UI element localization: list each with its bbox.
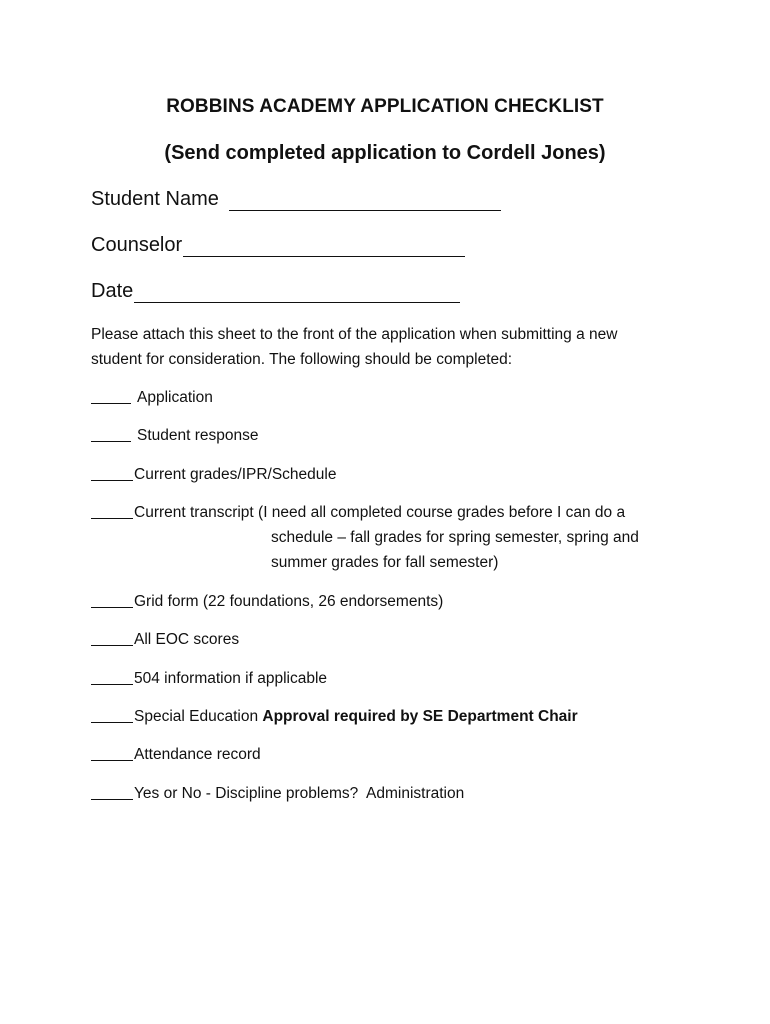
checkbox-blank[interactable] [91,704,133,723]
checklist-item-label: Current grades/IPR/Schedule [134,466,337,483]
intro-text [91,322,691,372]
checklist-item-eoc-scores [91,627,239,652]
transcript-continuation: schedule – fall grades for spring semester, spring and [271,529,639,546]
checklist-item-label: Student response [137,427,259,444]
student-name-label: Student Name [91,188,219,210]
checkbox-blank[interactable] [91,627,133,646]
checklist-item-student-response [91,423,259,448]
checkbox-blank[interactable] [91,742,133,761]
special-ed-text: Special Education [134,708,263,725]
checklist-item-discipline [91,781,464,806]
checklist-item-label: Application [137,389,213,406]
date-field [91,279,460,303]
checkbox-blank[interactable] [91,666,133,685]
checklist-item-504-info [91,666,327,691]
date-label: Date [91,280,134,302]
checklist-item-label: All EOC scores [134,631,240,648]
student-name-field [91,187,501,211]
checklist-item-application [91,385,213,410]
checklist-item-label: Current transcript (I need all completed course grades before I can do a [134,504,626,521]
checkbox-blank[interactable] [91,781,133,800]
date-blank[interactable] [134,284,460,303]
checklist-item-transcript [91,500,625,525]
counselor-blank[interactable] [183,238,465,257]
intro-line: student for consideration. The following should be completed: [91,351,513,368]
checklist-item-label: Attendance record [134,746,261,763]
checklist-item-label: 504 information if applicable [134,670,328,687]
checkbox-blank[interactable] [91,423,131,442]
checkbox-blank[interactable] [91,462,133,481]
checklist-item-grid-form [91,589,443,614]
checkbox-blank[interactable] [91,385,131,404]
checklist-item-special-education [91,704,578,729]
checklist-item-label: Yes or No - Discipline problems? Administration [134,785,465,802]
student-name-blank[interactable] [229,192,501,211]
counselor-field [91,233,465,257]
checklist-item-label [134,704,578,729]
intro-line: Please attach this sheet to the front of the application when submitting a new [91,326,618,343]
checklist-item-attendance [91,742,261,767]
checkbox-blank[interactable] [91,589,133,608]
checkbox-blank[interactable] [91,500,133,519]
page-subtitle: (Send completed application to Cordell Jones) [164,142,606,164]
page-title: ROBBINS ACADEMY APPLICATION CHECKLIST [166,96,604,117]
counselor-label: Counselor [91,234,183,256]
checklist-item-label: Grid form (22 foundations, 26 endorsements) [134,593,444,610]
transcript-continuation: summer grades for fall semester) [271,554,499,571]
checklist-item-current-grades [91,462,336,487]
special-ed-approval-note: Approval required by SE Department Chair [262,708,578,725]
